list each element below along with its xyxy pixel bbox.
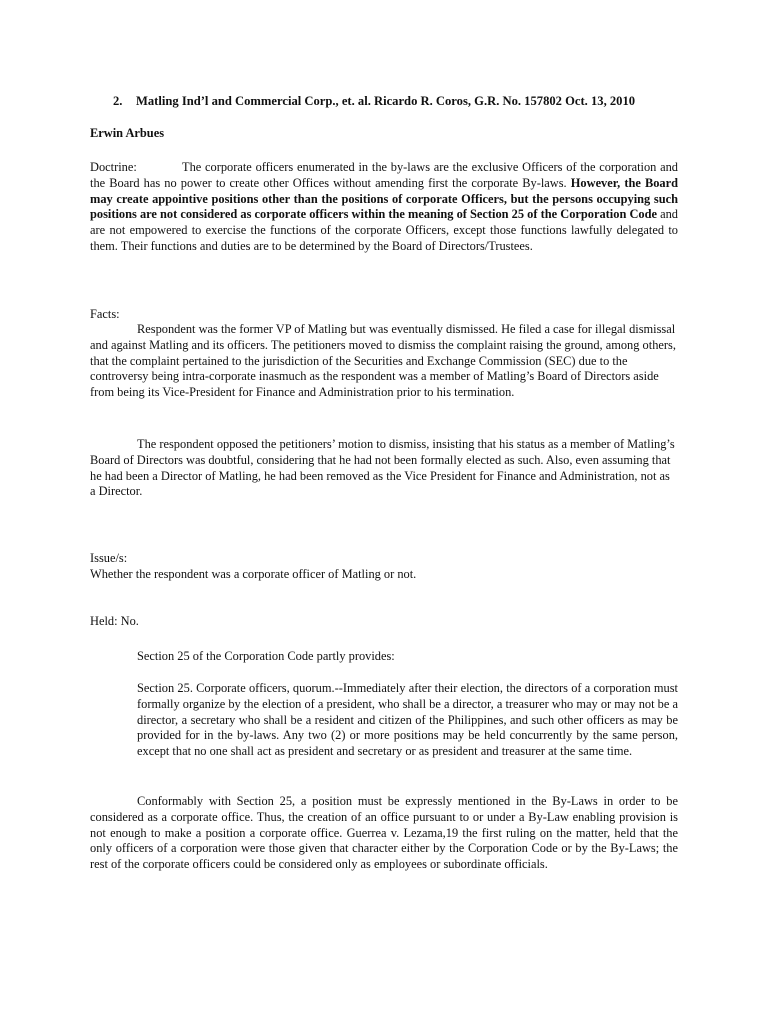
facts-paragraph-1: Respondent was the former VP of Matling but was eventually dismissed. He filed a case for illegal dismissal and against Matling and its officers. The petitioners moved to dismiss the complaint raising the ground, among others, that the complaint pertained to the jurisdiction of the Securities and Exchange Commission (SEC) due to the controversy being intra-corporate inasmuch as the respondent was a member of Matling’s Board of Directors aside from being its Vice-President for Finance and Administration prior to his termination.	[90, 322, 676, 400]
author-name: Erwin Arbues	[90, 126, 165, 140]
conformably-paragraph: Conformably with Section 25, a position must be expressly mentioned in the By-Laws in order to be considered as a corporate office. Thus, the creation of an office pursuant to or under a By-Law enabling provision is not enough to make a position a corporate office. Guerrea v. Lezama,19 the first ruling on the matter, held that the only officers of a corporation were those given that character either by the Corporation Code or by the By-Laws; the rest of the corporate officers could be considered only as employees or subordinate officials.	[90, 794, 678, 872]
doctrine-text-2: and are not empowered to exercise the functions of the corporate Officers, except those functions lawfully delegated to them. Their functions and duties are to be determined by the Board of Directors/Trustees.	[90, 207, 678, 253]
case-title-text: Matling Ind’l and Commercial Corp., et. al. Ricardo R. Coros, G.R. No. 157802 Oct. 13, 2010	[136, 94, 636, 108]
held-line: Held: No.	[90, 614, 139, 628]
doctrine-text-1: The corporate officers enumerated in the by-laws are the exclusive Officers of the corporation and the Board has no power to create other Offices without amending first the corporate By-laws.	[90, 160, 678, 190]
case-title	[113, 94, 673, 110]
facts-paragraph-2: The respondent opposed the petitioners’ motion to dismiss, insisting that his status as a member of Matling’s Board of Directors was doubtful, considering that he had not been formally elected as such. Also, even assuming that he had been a Director of Matling, he had been removed as the Vice President for Finance and Administration, not as a Director.	[90, 437, 675, 499]
doctrine-label: Doctrine:	[90, 160, 137, 174]
facts-heading: Facts:	[90, 307, 120, 321]
doctrine-text-bold: However, the Board may create appointive positions other than the positions of corporate Officers, but the persons occupying such positions are not considered as corporate officers within the meaning of Section 25 of the Corporation Code	[90, 175, 678, 222]
issue-question: Whether the respondent was a corporate officer of Matling or not.	[90, 567, 417, 581]
issue-heading: Issue/s:	[90, 551, 128, 565]
doctrine-paragraph	[90, 160, 678, 255]
section-25-quote: Section 25. Corporate officers, quorum.--Immediately after their election, the directors of a corporation must formally organize by the election of a president, who shall be a director, a treasurer who may or may not be a director, a secretary who shall be a resident and citizen of the Philippines, and such other officers as may be provided for in the by-laws. Any two (2) or more positions may be held concurrently by the same person, except that no one shall act as president and secretary or as president and treasurer at the same time.	[137, 681, 678, 759]
case-number: 2.	[113, 94, 123, 108]
section-25-intro: Section 25 of the Corporation Code partly provides:	[137, 649, 395, 663]
